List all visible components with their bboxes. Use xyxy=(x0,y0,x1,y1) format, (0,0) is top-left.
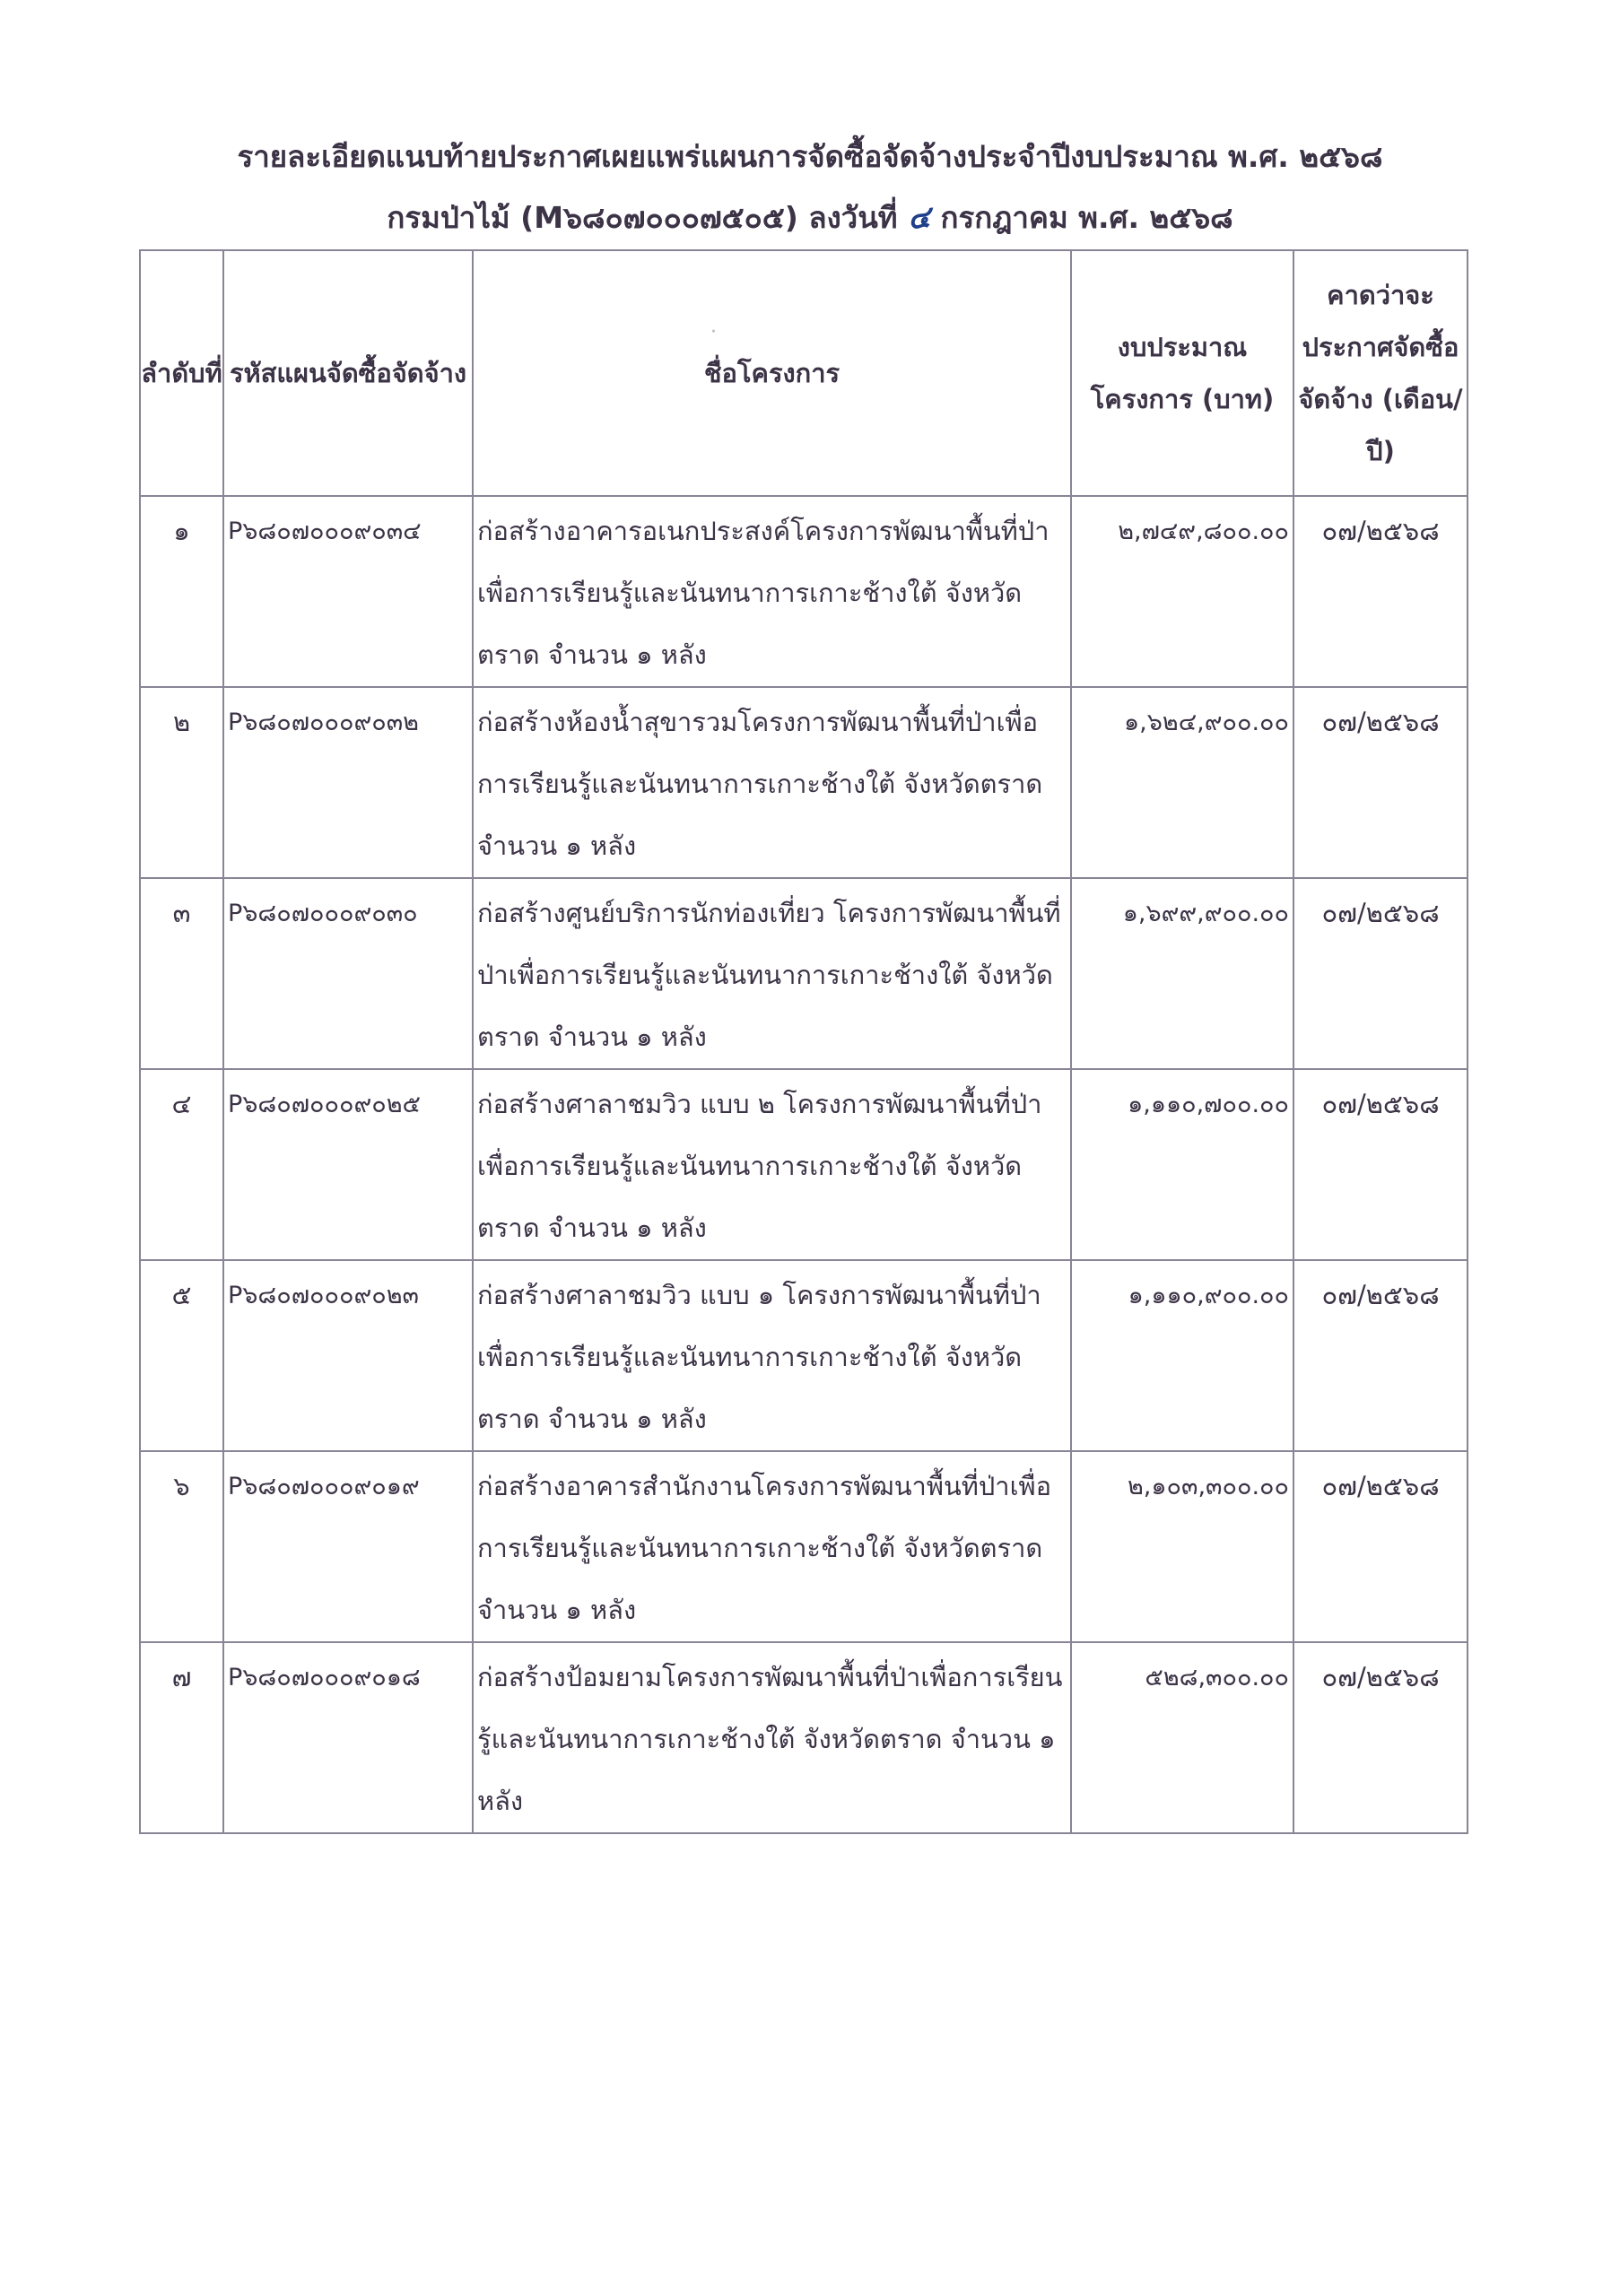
cell-name: ก่อสร้างป้อมยามโครงการพัฒนาพื้นที่ป่าเพื่อการเรียนรู้และนันทนาการเกาะช้างใต้ จังหวัดตราด จำนวน ๑ หลัง xyxy=(473,1642,1071,1833)
cell-code: P๖๘๐๗๐๐๐๙๐๑๙ xyxy=(223,1451,473,1642)
document-subtitle xyxy=(0,198,1620,237)
col-header-name: ชื่อโครงการ xyxy=(473,250,1071,496)
document-title: รายละเอียดแนบท้ายประกาศเผยแพร่แผนการจัดซื้อจัดจ้างประจำปีงบประมาณ พ.ศ. ๒๕๖๘ xyxy=(237,139,1383,174)
table-row xyxy=(140,1069,1468,1260)
col-header-seq: ลำดับที่ xyxy=(140,250,223,496)
cell-month: ๐๗/๒๕๖๘ xyxy=(1293,1642,1468,1833)
table-header-row xyxy=(140,250,1468,496)
table-row xyxy=(140,1260,1468,1451)
col-header-code: รหัสแผนจัดซื้อจัดจ้าง xyxy=(223,250,473,496)
cell-code: P๖๘๐๗๐๐๐๙๐๒๓ xyxy=(223,1260,473,1451)
table-row xyxy=(140,1451,1468,1642)
cell-budget: ๑,๑๑๐,๙๐๐.๐๐ xyxy=(1071,1260,1293,1451)
cell-month: ๐๗/๒๕๖๘ xyxy=(1293,687,1468,878)
cell-month: ๐๗/๒๕๖๘ xyxy=(1293,1260,1468,1451)
cell-budget: ๒,๗๔๙,๘๐๐.๐๐ xyxy=(1071,496,1293,687)
cell-month: ๐๗/๒๕๖๘ xyxy=(1293,878,1468,1069)
cell-month: ๐๗/๒๕๖๘ xyxy=(1293,496,1468,687)
procurement-plan-table xyxy=(139,249,1468,1834)
cell-month: ๐๗/๒๕๖๘ xyxy=(1293,1451,1468,1642)
scan-speck: · xyxy=(710,321,717,344)
table-row xyxy=(140,878,1468,1069)
cell-seq: ๕ xyxy=(140,1260,223,1451)
cell-name: ก่อสร้างศาลาชมวิว แบบ ๑ โครงการพัฒนาพื้นที่ป่าเพื่อการเรียนรู้และนันทนาการเกาะช้างใต้ จังหวัดตราด จำนวน ๑ หลัง xyxy=(473,1260,1071,1451)
cell-code: P๖๘๐๗๐๐๐๙๐๓๒ xyxy=(223,687,473,878)
cell-budget: ๑,๑๑๐,๗๐๐.๐๐ xyxy=(1071,1069,1293,1260)
cell-budget: ๑,๖๙๙,๙๐๐.๐๐ xyxy=(1071,878,1293,1069)
cell-seq: ๑ xyxy=(140,496,223,687)
cell-code: P๖๘๐๗๐๐๐๙๐๓๐ xyxy=(223,878,473,1069)
cell-code: P๖๘๐๗๐๐๐๙๐๑๘ xyxy=(223,1642,473,1833)
cell-seq: ๒ xyxy=(140,687,223,878)
cell-name: ก่อสร้างอาคารอเนกประสงค์โครงการพัฒนาพื้นที่ป่าเพื่อการเรียนรู้และนันทนาการเกาะช้างใต้ จังหวัดตราด จำนวน ๑ หลัง xyxy=(473,496,1071,687)
cell-budget: ๒,๑๐๓,๓๐๐.๐๐ xyxy=(1071,1451,1293,1642)
table-row xyxy=(140,1642,1468,1833)
cell-code: P๖๘๐๗๐๐๐๙๐๓๔ xyxy=(223,496,473,687)
cell-name: ก่อสร้างศูนย์บริการนักท่องเที่ยว โครงการพัฒนาพื้นที่ป่าเพื่อการเรียนรู้และนันทนาการเกาะช้างใต้ จังหวัดตราด จำนวน ๑ หลัง xyxy=(473,878,1071,1069)
cell-name: ก่อสร้างห้องน้ำสุขารวมโครงการพัฒนาพื้นที่ป่าเพื่อการเรียนรู้และนันทนาการเกาะช้างใต้ จังหวัดตราด จำนวน ๑ หลัง xyxy=(473,687,1071,878)
table-row xyxy=(140,687,1468,878)
cell-seq: ๗ xyxy=(140,1642,223,1833)
col-header-month: คาดว่าจะประกาศจัดซื้อจัดจ้าง (เดือน/ปี) xyxy=(1293,250,1468,496)
col-header-budget: งบประมาณโครงการ (บาท) xyxy=(1071,250,1293,496)
table-row xyxy=(140,496,1468,687)
cell-budget: ๑,๖๒๔,๙๐๐.๐๐ xyxy=(1071,687,1293,878)
cell-seq: ๓ xyxy=(140,878,223,1069)
cell-month: ๐๗/๒๕๖๘ xyxy=(1293,1069,1468,1260)
subtitle-suffix: กรกฎาคม พ.ศ. ๒๕๖๘ xyxy=(940,200,1233,235)
handwritten-day: ๔ xyxy=(906,198,932,237)
cell-seq: ๔ xyxy=(140,1069,223,1260)
cell-seq: ๖ xyxy=(140,1451,223,1642)
cell-code: P๖๘๐๗๐๐๐๙๐๒๕ xyxy=(223,1069,473,1260)
cell-name: ก่อสร้างอาคารสำนักงานโครงการพัฒนาพื้นที่ป่าเพื่อการเรียนรู้และนันทนาการเกาะช้างใต้ จังหวัดตราด จำนวน ๑ หลัง xyxy=(473,1451,1071,1642)
cell-budget: ๕๒๘,๓๐๐.๐๐ xyxy=(1071,1642,1293,1833)
cell-name: ก่อสร้างศาลาชมวิว แบบ ๒ โครงการพัฒนาพื้นที่ป่าเพื่อการเรียนรู้และนันทนาการเกาะช้างใต้ จังหวัดตราด จำนวน ๑ หลัง xyxy=(473,1069,1071,1260)
subtitle-prefix: กรมป่าไม้ (M๖๘๐๗๐๐๐๗๕๐๕) ลงวันที่ xyxy=(387,200,898,235)
